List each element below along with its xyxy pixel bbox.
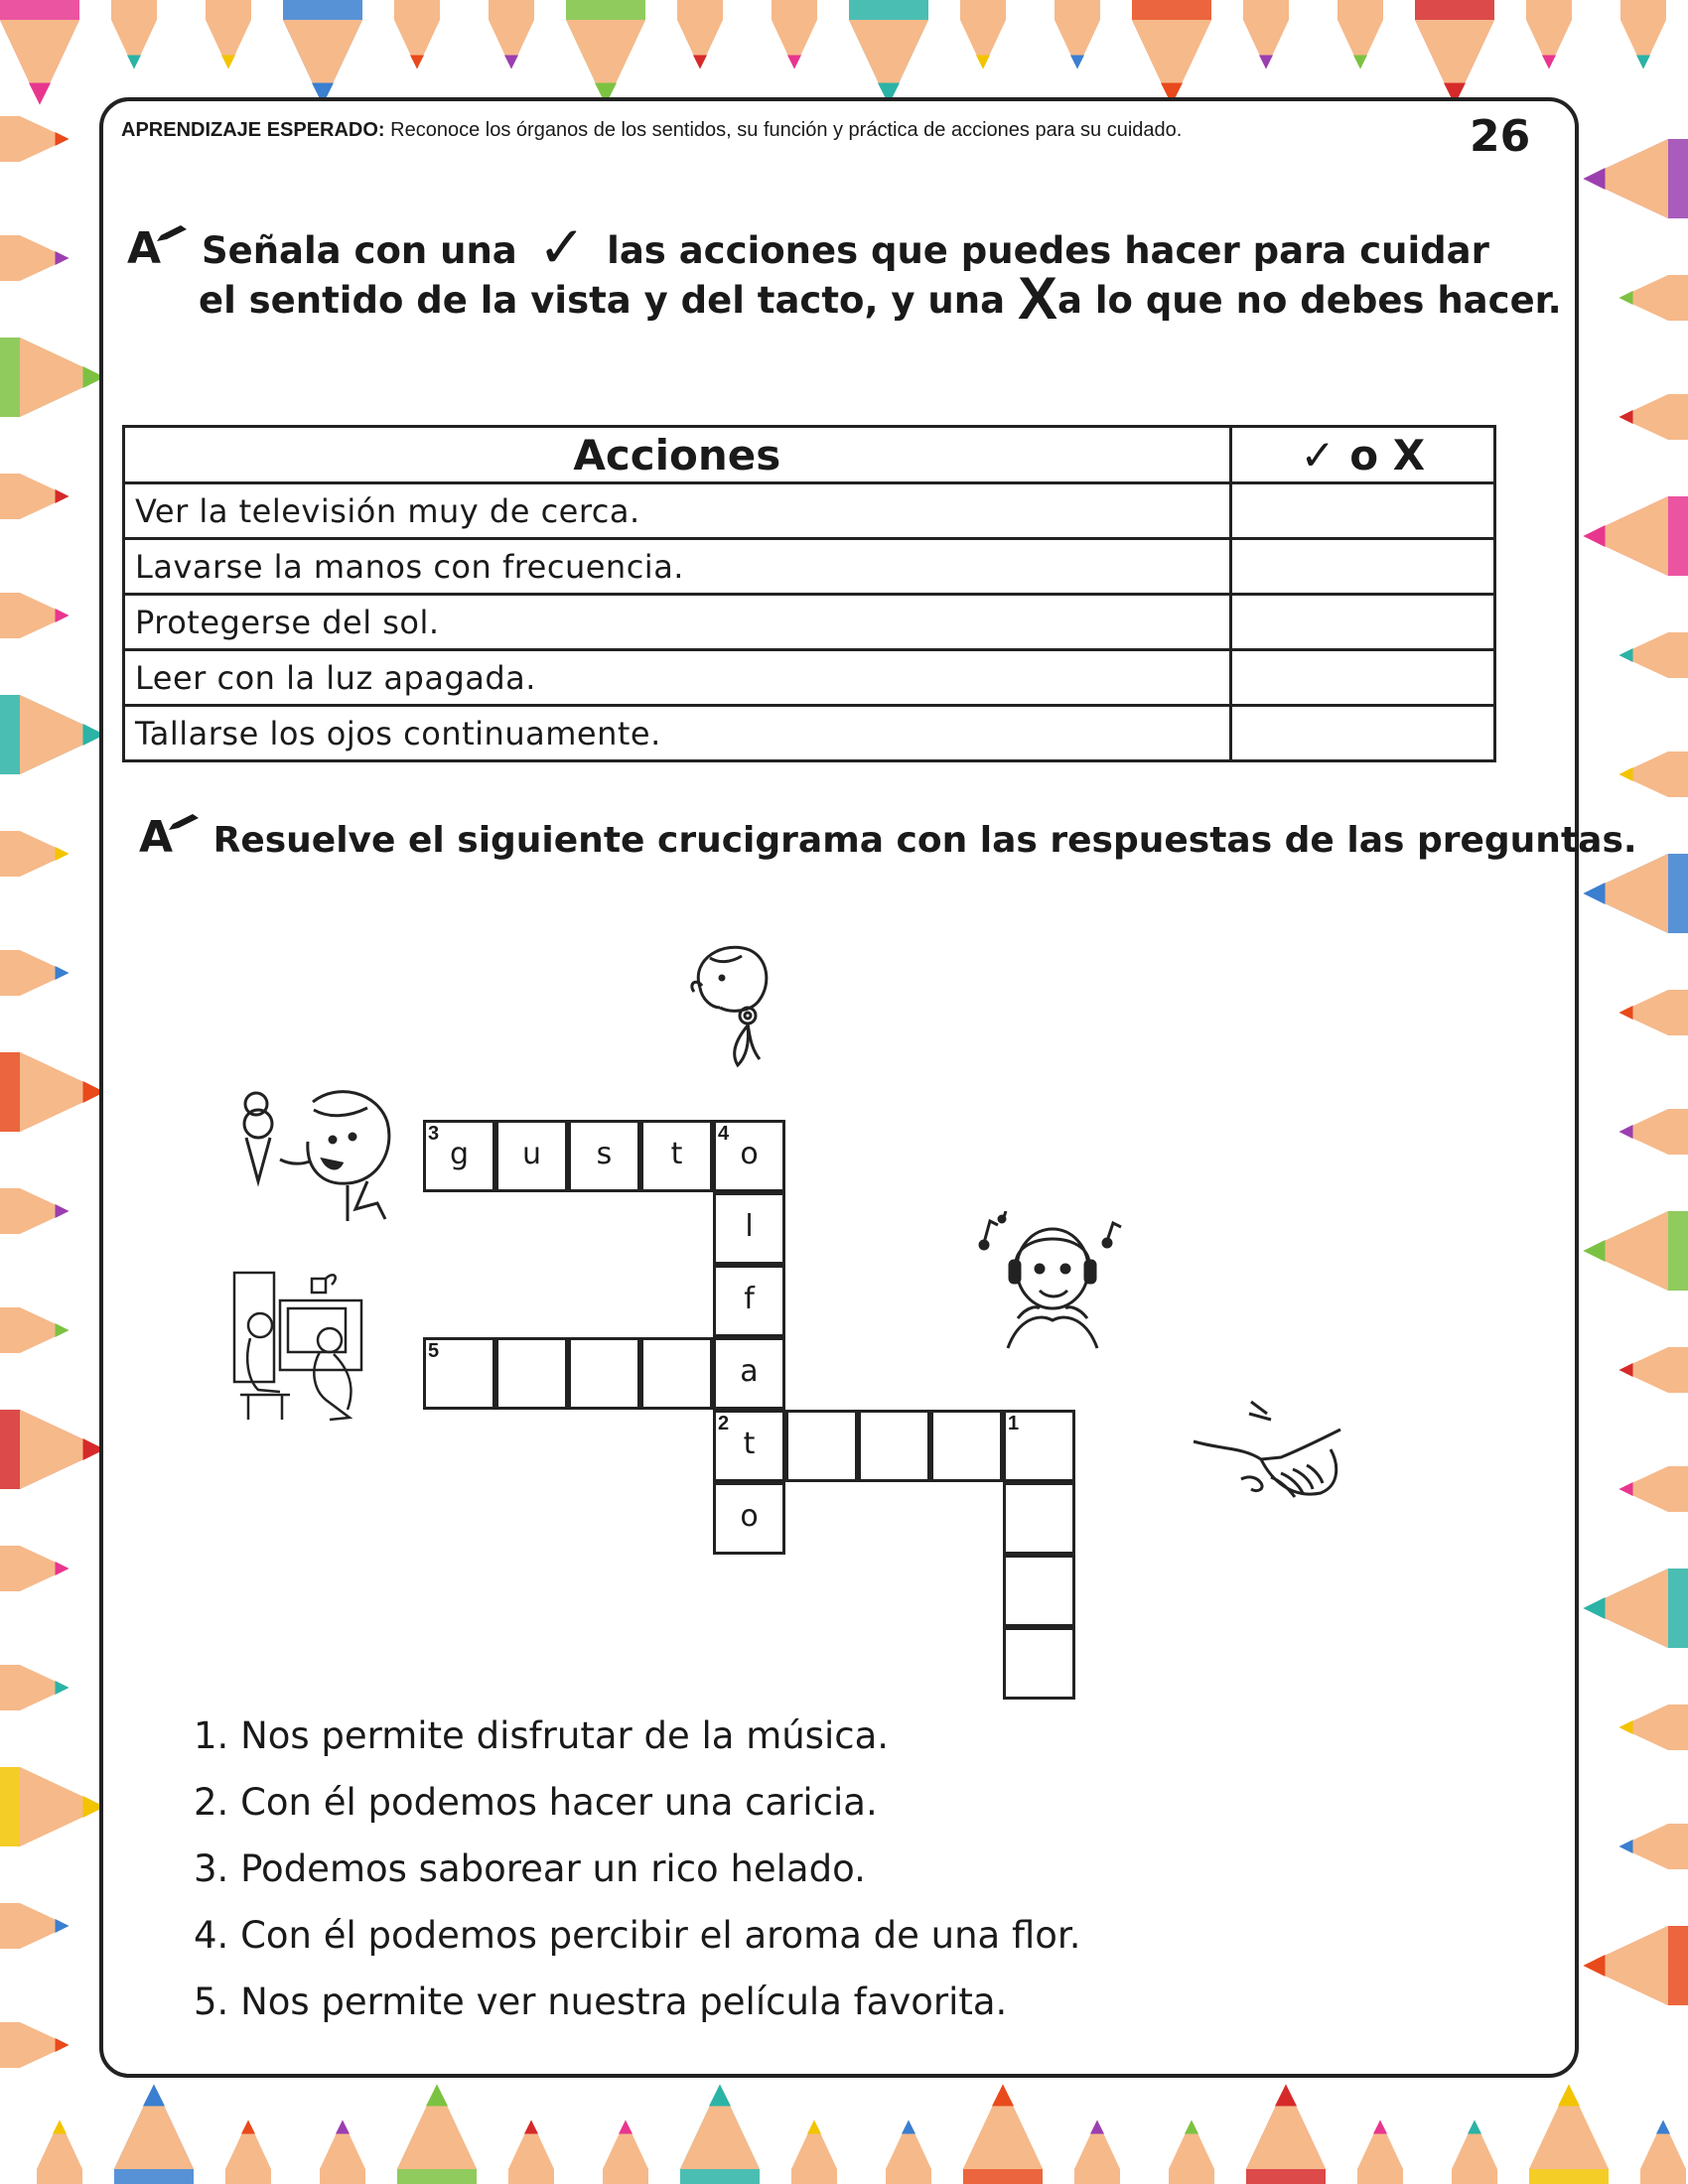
- pencil-decoration: [1619, 394, 1688, 440]
- pencil-decoration: [960, 0, 1006, 69]
- child-with-headphones-illustration: [978, 1211, 1127, 1350]
- pencil-decoration: [114, 2085, 194, 2184]
- pencil-decoration: [603, 2120, 648, 2184]
- pencil-decoration: [0, 2022, 70, 2068]
- action-text: Protegerse del sol.: [124, 595, 1231, 650]
- crossword-cell[interactable]: t: [640, 1120, 713, 1192]
- pencil-decoration: [1619, 632, 1688, 678]
- pencil-decoration: [0, 831, 70, 877]
- pencil-decoration: [1055, 0, 1100, 69]
- pencil-decoration: [1584, 496, 1688, 576]
- pencil-decoration: [1415, 0, 1494, 105]
- pencil-letter-icon: A: [127, 223, 189, 274]
- crossword-cell[interactable]: [568, 1337, 640, 1410]
- pencil-decoration: [1074, 2120, 1120, 2184]
- pencil-decoration: [0, 1307, 70, 1353]
- pencil-decoration: [397, 2085, 477, 2184]
- crossword-cell[interactable]: [1003, 1555, 1075, 1627]
- clue-item: 1. Nos permite disfrutar de la música.: [194, 1714, 890, 1757]
- activity2-instruction: [139, 812, 1637, 866]
- clue-item: 5. Nos permite ver nuestra película favorita.: [194, 1980, 1008, 2023]
- pencil-decoration: [1619, 751, 1688, 797]
- instruction-line2-end: a lo que no debes hacer.: [1056, 279, 1562, 322]
- clue-item: 4. Con él podemos percibir el aroma de una flor.: [194, 1914, 1081, 1957]
- instruction-line1-start: Señala con una: [201, 229, 517, 272]
- crossword-cell[interactable]: [785, 1410, 858, 1482]
- crossword-cell[interactable]: f: [713, 1265, 785, 1337]
- table-row: [124, 539, 1495, 595]
- girl-eating-ice-cream-illustration: [228, 1082, 402, 1226]
- pencil-decoration: [1243, 0, 1289, 69]
- table-row: [124, 595, 1495, 650]
- pencil-decoration: [1619, 990, 1688, 1035]
- crossword-cell[interactable]: o: [713, 1482, 785, 1555]
- pencil-decoration: [0, 0, 79, 105]
- pencil-decoration: [1529, 2085, 1609, 2184]
- pencil-decoration: [1620, 0, 1666, 69]
- mark-cell[interactable]: [1230, 595, 1494, 650]
- pencil-decoration: [1584, 1569, 1688, 1648]
- pencil-decoration: [0, 1665, 70, 1710]
- pencil-decoration: [1526, 0, 1572, 69]
- pencil-decoration: [1619, 1109, 1688, 1155]
- clue-item: 3. Podemos saborear un rico helado.: [194, 1847, 866, 1890]
- pencil-decoration: [0, 950, 70, 996]
- checkmark-icon: ✓: [537, 213, 587, 281]
- action-text: Leer con la luz apagada.: [124, 650, 1231, 706]
- x-mark-icon: X: [1017, 265, 1057, 332]
- activity1-instruction-line2: [199, 265, 1562, 332]
- crossword-cell[interactable]: [640, 1337, 713, 1410]
- pencil-decoration: [0, 1052, 105, 1132]
- pencil-decoration: [1452, 2120, 1497, 2184]
- pencil-decoration: [0, 1903, 70, 1949]
- pencil-decoration: [1619, 1824, 1688, 1869]
- crossword-cell[interactable]: u: [495, 1120, 568, 1192]
- pencil-decoration: [283, 0, 362, 105]
- child-smelling-flower-illustration: [680, 938, 794, 1082]
- instruction-line2-start: el sentido de la vista y del tacto, y una: [199, 279, 1006, 322]
- crossword-cell[interactable]: 3 g: [423, 1120, 495, 1192]
- pencil-decoration: [0, 1546, 70, 1591]
- pencil-decoration: [320, 2120, 365, 2184]
- pencil-decoration: [1619, 275, 1688, 321]
- pencil-decoration: [508, 2120, 554, 2184]
- pencil-decoration: [566, 0, 645, 105]
- table-header-row: [124, 427, 1495, 483]
- crossword-cell[interactable]: [1003, 1482, 1075, 1555]
- pencil-decoration: [886, 2120, 931, 2184]
- pencil-decoration: [394, 0, 440, 69]
- mark-cell[interactable]: [1230, 539, 1494, 595]
- children-watching-tv-illustration: [230, 1271, 369, 1430]
- pencil-decoration: [0, 1410, 105, 1489]
- pencil-decoration: [1584, 854, 1688, 933]
- pencil-decoration: [0, 1188, 70, 1234]
- crossword-clues: [194, 1703, 1081, 2035]
- table-row: [124, 706, 1495, 761]
- pencil-decoration: [1169, 2120, 1214, 2184]
- crossword-cell[interactable]: l: [713, 1192, 785, 1265]
- pencil-decoration: [1584, 139, 1688, 218]
- pencil-decoration: [0, 338, 105, 417]
- pencil-decoration: [1584, 1211, 1688, 1291]
- pencil-decoration: [111, 0, 157, 69]
- page-number: 26: [1470, 111, 1531, 162]
- action-text: Ver la televisión muy de cerca.: [124, 483, 1231, 539]
- crossword-cell[interactable]: 5: [423, 1337, 495, 1410]
- pencil-decoration: [791, 2120, 837, 2184]
- pencil-decoration: [489, 0, 534, 69]
- action-text: Tallarse los ojos continuamente.: [124, 706, 1231, 761]
- pencil-decoration: [772, 0, 817, 69]
- crossword-cell[interactable]: a: [713, 1337, 785, 1410]
- actions-table: [122, 425, 1496, 762]
- mark-cell[interactable]: [1230, 483, 1494, 539]
- pencil-decoration: [1619, 1705, 1688, 1750]
- pencil-decoration: [1246, 2085, 1326, 2184]
- learning-objective-label: APRENDIZAJE ESPERADO:: [121, 119, 385, 141]
- pencil-decoration: [225, 2120, 271, 2184]
- pencil-decoration: [0, 1767, 105, 1846]
- crossword-cell[interactable]: 4 o: [713, 1120, 785, 1192]
- crossword-cell[interactable]: [1003, 1627, 1075, 1700]
- pencil-decoration: [0, 695, 105, 774]
- activity1-instruction: [127, 213, 1489, 281]
- pencil-letter-icon: A: [139, 812, 201, 863]
- pencil-decoration: [0, 474, 70, 519]
- mark-column-header: ✓ o X: [1230, 427, 1494, 483]
- pencil-decoration: [206, 0, 251, 69]
- learning-objective-text: Reconoce los órganos de los sentidos, su función y práctica de acciones para su cuidado.: [390, 119, 1183, 141]
- handshake-illustration: [1192, 1390, 1350, 1524]
- actions-column-header: Acciones: [124, 427, 1231, 483]
- pencil-decoration: [1619, 1347, 1688, 1393]
- pencil-decoration: [1584, 1926, 1688, 2005]
- pencil-decoration: [37, 2120, 82, 2184]
- mark-cell[interactable]: [1230, 650, 1494, 706]
- pencil-decoration: [1619, 1466, 1688, 1512]
- activity2-text: Resuelve el siguiente crucigrama con las respuestas de las preguntas.: [212, 820, 1637, 861]
- pencil-decoration: [1337, 0, 1383, 69]
- pencil-decoration: [849, 0, 928, 105]
- pencil-decoration: [1132, 0, 1211, 105]
- crossword-cell[interactable]: [858, 1410, 930, 1482]
- pencil-decoration: [0, 116, 70, 162]
- action-text: Lavarse la manos con frecuencia.: [124, 539, 1231, 595]
- pencil-decoration: [963, 2085, 1043, 2184]
- crossword-cell[interactable]: s: [568, 1120, 640, 1192]
- table-row: [124, 650, 1495, 706]
- crossword-cell[interactable]: [930, 1410, 1003, 1482]
- learning-objective: [121, 119, 1372, 142]
- table-row: [124, 483, 1495, 539]
- pencil-decoration: [680, 2085, 760, 2184]
- pencil-decoration: [677, 0, 723, 69]
- instruction-line1-end: las acciones que puedes hacer para cuidar: [607, 229, 1489, 272]
- mark-cell[interactable]: [1230, 706, 1494, 761]
- pencil-decoration: [0, 593, 70, 638]
- clue-item: 2. Con él podemos hacer una caricia.: [194, 1781, 878, 1824]
- crossword-cell[interactable]: 2 t: [713, 1410, 785, 1482]
- crossword-cell[interactable]: 1: [1003, 1410, 1075, 1482]
- crossword-cell[interactable]: [495, 1337, 568, 1410]
- pencil-decoration: [1357, 2120, 1403, 2184]
- pencil-decoration: [1640, 2120, 1686, 2184]
- pencil-decoration: [0, 235, 70, 281]
